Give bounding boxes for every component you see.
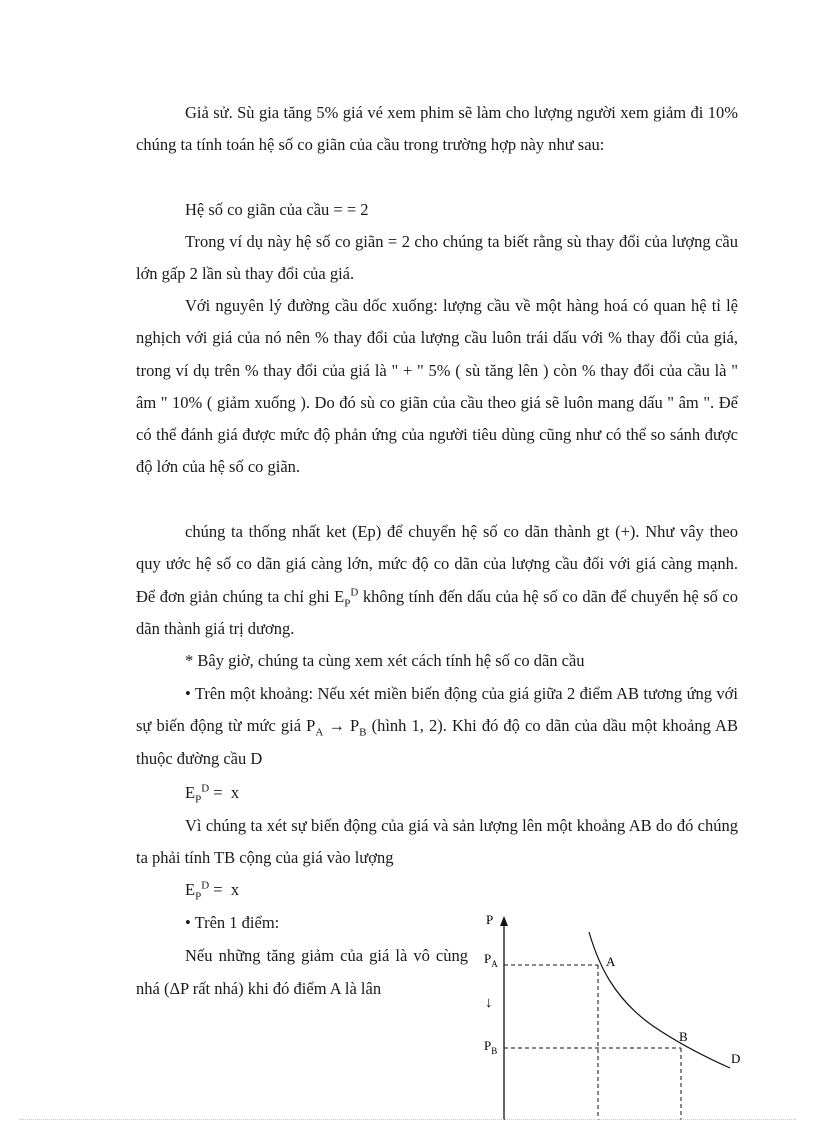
formula-arc-1-rest: = x — [209, 783, 240, 802]
formula-arc-2 — [185, 874, 239, 906]
paragraph-elasticity-meaning: Trong ví dụ này hệ số co giãn = 2 cho chúng ta biết rằng sù thay đổi của lượng cầu lớn gấp 2 lần sù thay đổi của giá. — [136, 232, 738, 284]
formula-arc-1-e: E — [185, 783, 196, 802]
curve-d-label: D — [731, 1051, 741, 1066]
pb-label — [484, 1038, 497, 1056]
paragraph-average: Vì chúng ta xét sự biến động của giá và sản lượng lên một khoảng AB do đó chúng ta phải tính TB cộng của giá vào lượng — [136, 816, 738, 868]
paragraph-ticket-example: Giả sử. Sù gia tăng 5% giá vé xem phim sẽ làm cho lượng người xem giảm đi 10% chúng ta tính toán hệ số co giãn của cầu trong trường hợp này như sau: — [136, 103, 738, 155]
point-a-label: A — [606, 954, 616, 969]
formula-arc-2-sub: P — [195, 890, 202, 903]
paragraph-demand-principle: Với nguyên lý đường cầu dốc xuống: lượng cầu về một hàng hoá có quan hệ tỉ lệ nghịch với giá của nó nên % thay đổi của lượng cầu luôn trái dấu với % thay đổi của giá, trong ví dụ trên % thay đổi của giá là " + " 5% ( sù tăng lên ) còn % thay đổi của cầu là " âm " 10% ( giảm xuống ). Do đó sù co giãn của cầu theo giá sẽ luôn mang dấu " âm ". Để có thể đánh giá được mức độ phản ứng của người tiêu dùng cũng như có thể so sánh được độ lớn của hệ số co giãn. — [136, 296, 738, 477]
p4-text-after: không tính đến dấu của hệ số co dãn để chuyển hệ số co dãn thành giá trị dương. — [136, 586, 738, 638]
formula-arc-2-rest: = x — [209, 880, 240, 899]
demand-curve-graph — [478, 908, 748, 1120]
formula-arc-2-sup: D — [201, 879, 210, 892]
p-axis-label: P — [486, 912, 494, 927]
paragraph-point-elasticity: Nếu những tăng giảm của giá là vô cùng nhá (ΔP rất nhá) khi đó điểm A là lân — [136, 946, 468, 998]
formula-arc-1-sup: D — [201, 782, 210, 795]
pb-label-main: P — [484, 1038, 492, 1053]
point-b-label: B — [679, 1029, 688, 1044]
p4-subscript: P — [344, 596, 351, 609]
p4-text-before: chúng ta thống nhất ket (Ep) để chuyển hệ số co dãn thành gt (+). Như vây theo quy ước hệ số co dãn giá càng lớn, mức độ co dãn của lượng cầu đối với giá càng mạnh. Để đơn giản chúng ta chỉ ghi E — [136, 522, 738, 606]
paragraph-arc-elasticity — [136, 678, 738, 775]
page-bottom-rule — [20, 1119, 796, 1120]
p6-arrow: → P — [323, 716, 360, 736]
p6-subscript-a: A — [315, 726, 324, 739]
p6-text-before: • Trên một khoảng: Nếu xét miền biến động của giá giữa 2 điểm AB tương ứng với sự biến động từ mức giá P — [136, 684, 738, 736]
formula-arc-1-sub: P — [195, 793, 202, 806]
formula-arc-2-e: E — [185, 880, 196, 899]
formula-arc-1 — [185, 777, 239, 809]
p6-subscript-b: B — [359, 726, 367, 739]
paragraph-absolute-value — [136, 516, 738, 645]
pa-label-main: P — [484, 951, 492, 966]
pa-label — [484, 951, 498, 969]
p4-superscript: D — [350, 586, 359, 599]
heading-point-elasticity: • Trên 1 điểm: — [185, 913, 280, 932]
pb-label-sub: B — [491, 1046, 498, 1056]
pa-label-sub: A — [491, 959, 498, 969]
heading-calculation: * Bây giờ, chúng ta cùng xem xét cách tính hệ số co dãn cầu — [185, 651, 585, 670]
down-arrow-icon: ↓ — [485, 995, 493, 1011]
formula-elasticity: Hệ số co giãn của cầu = = 2 — [185, 200, 369, 219]
p6-text-after: (hình 1, 2). Khi đó độ co dãn của dầu một khoảng AB thuộc đường cầu D — [136, 716, 738, 768]
p-axis-arrowhead — [500, 916, 508, 926]
